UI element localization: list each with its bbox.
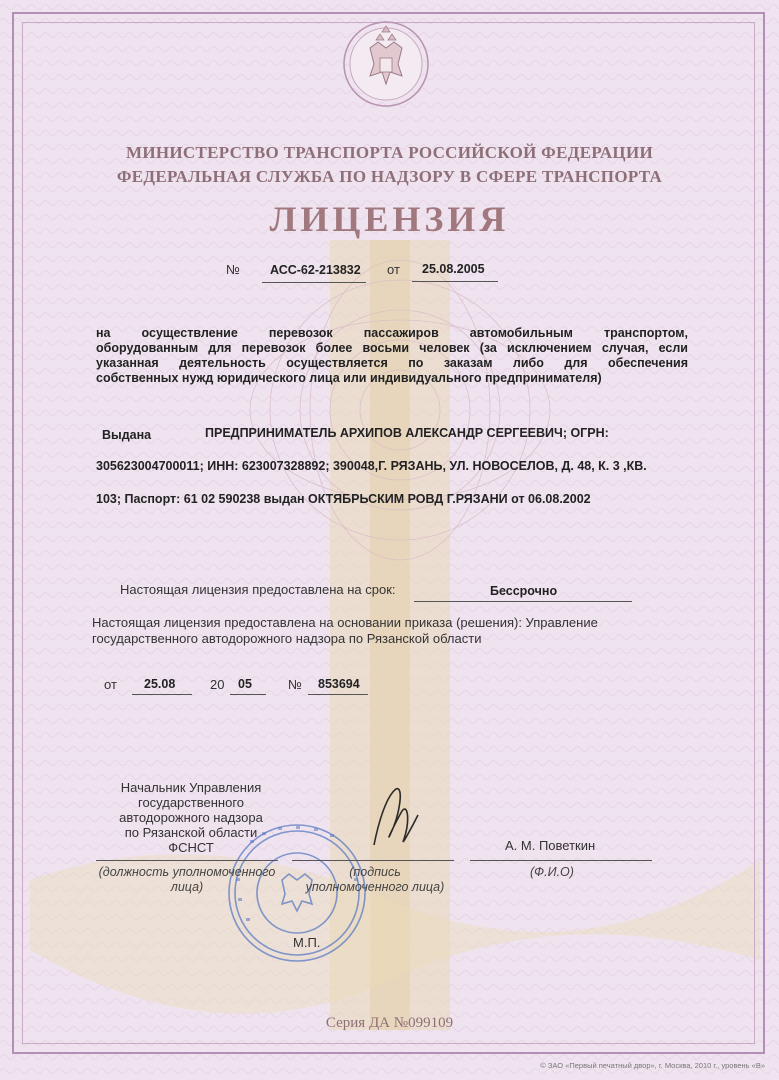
caption-name: (Ф.И.О) bbox=[530, 865, 574, 879]
order-number-underline bbox=[308, 694, 368, 695]
number-label: № bbox=[226, 262, 240, 277]
signatory-name: А. М. Поветкин bbox=[505, 838, 596, 853]
order-year-suffix: 05 bbox=[238, 677, 252, 691]
order-year-prefix: 20 bbox=[210, 677, 225, 692]
handwritten-signature bbox=[360, 775, 430, 865]
position-line-2: государственного bbox=[137, 795, 245, 810]
series-number: Серия ДА №099109 bbox=[325, 1015, 454, 1031]
signature-line bbox=[292, 860, 454, 861]
term-label: Настоящая лицензия предоставлена на срок: bbox=[120, 582, 396, 597]
basis-line-1: Настоящая лицензия предоставлена на основании приказа (решения): Управление bbox=[92, 615, 598, 630]
license-number: АСС-62-213832 bbox=[270, 263, 361, 277]
printer-imprint: © ЗАО «Первый печатный двор», г. Москва, 2010 г., уровень «В» bbox=[540, 1061, 765, 1070]
issued-line-3: 103; Паспорт: 61 02 590238 выдан ОКТЯБРЬСКИМ РОВД Г.РЯЗАНИ от 06.08.2002 bbox=[96, 492, 591, 506]
date-from-label: от bbox=[387, 262, 400, 277]
activity-line-4: собственных нужд юридического лица или индивидуального предпринимателя) bbox=[96, 371, 602, 385]
activity-line-1: на осуществление перевозок пассажиров автомобильным транспортом, bbox=[96, 326, 688, 340]
order-day-month: 25.08 bbox=[144, 677, 176, 691]
issued-line-1: ПРЕДПРИНИМАТЕЛЬ АРХИПОВ АЛЕКСАНДР СЕРГЕЕВИЧ; ОГРН: bbox=[205, 426, 609, 440]
term-value: Бессрочно bbox=[490, 584, 558, 598]
caption-signature bbox=[290, 865, 460, 895]
position-signature-line bbox=[96, 860, 278, 861]
stamp-place-label: М.П. bbox=[293, 935, 321, 950]
caption-position-line-1: (должность уполномоченного bbox=[98, 865, 276, 879]
order-from-label: от bbox=[104, 677, 117, 692]
coat-of-arms-emblem bbox=[340, 18, 432, 110]
issued-label: Выдана bbox=[102, 428, 152, 442]
number-underline bbox=[262, 282, 366, 283]
date-underline bbox=[412, 281, 498, 282]
activity-line-2: оборудованным для перевозок более восьми человек (за исключением случая, если bbox=[96, 341, 688, 355]
service-title: ФЕДЕРАЛЬНАЯ СЛУЖБА ПО НАДЗОРУ В СФЕРЕ ТРАНСПОРТА bbox=[116, 167, 663, 186]
position-line-3: автодорожного надзора bbox=[119, 810, 263, 825]
activity-line-3: указанная деятельность осуществляется по заказам либо для обеспечения bbox=[96, 356, 688, 370]
caption-position-line-2: лица) bbox=[170, 880, 204, 894]
position-line-4: по Рязанской области bbox=[124, 825, 258, 840]
caption-signature-line-2: уполномоченного лица) bbox=[305, 880, 445, 894]
order-day-underline bbox=[132, 694, 192, 695]
ministry-title: МИНИСТЕРСТВО ТРАНСПОРТА РОССИЙСКОЙ ФЕДЕРАЦИИ bbox=[126, 143, 653, 162]
position-line-1: Начальник Управления bbox=[120, 780, 262, 795]
issued-line-2: 305623004700011; ИНН: 623007328892; 390048,Г. РЯЗАНЬ, УЛ. НОВОСЕЛОВ, Д. 48, К. 3 ,КВ. bbox=[96, 459, 647, 473]
document-title: ЛИЦЕНЗИЯ bbox=[269, 199, 510, 239]
term-underline bbox=[414, 601, 632, 602]
position-line-5: ФСНСТ bbox=[168, 840, 214, 855]
caption-position bbox=[92, 865, 282, 895]
caption-signature-line-1: (подпись bbox=[349, 865, 401, 879]
order-number-label: № bbox=[288, 677, 302, 692]
name-signature-line bbox=[470, 860, 652, 861]
order-number: 853694 bbox=[318, 677, 360, 691]
license-date: 25.08.2005 bbox=[422, 262, 485, 276]
order-year-underline bbox=[230, 694, 266, 695]
basis-line-2: государственного автодорожного надзора по Рязанской области bbox=[92, 631, 482, 646]
